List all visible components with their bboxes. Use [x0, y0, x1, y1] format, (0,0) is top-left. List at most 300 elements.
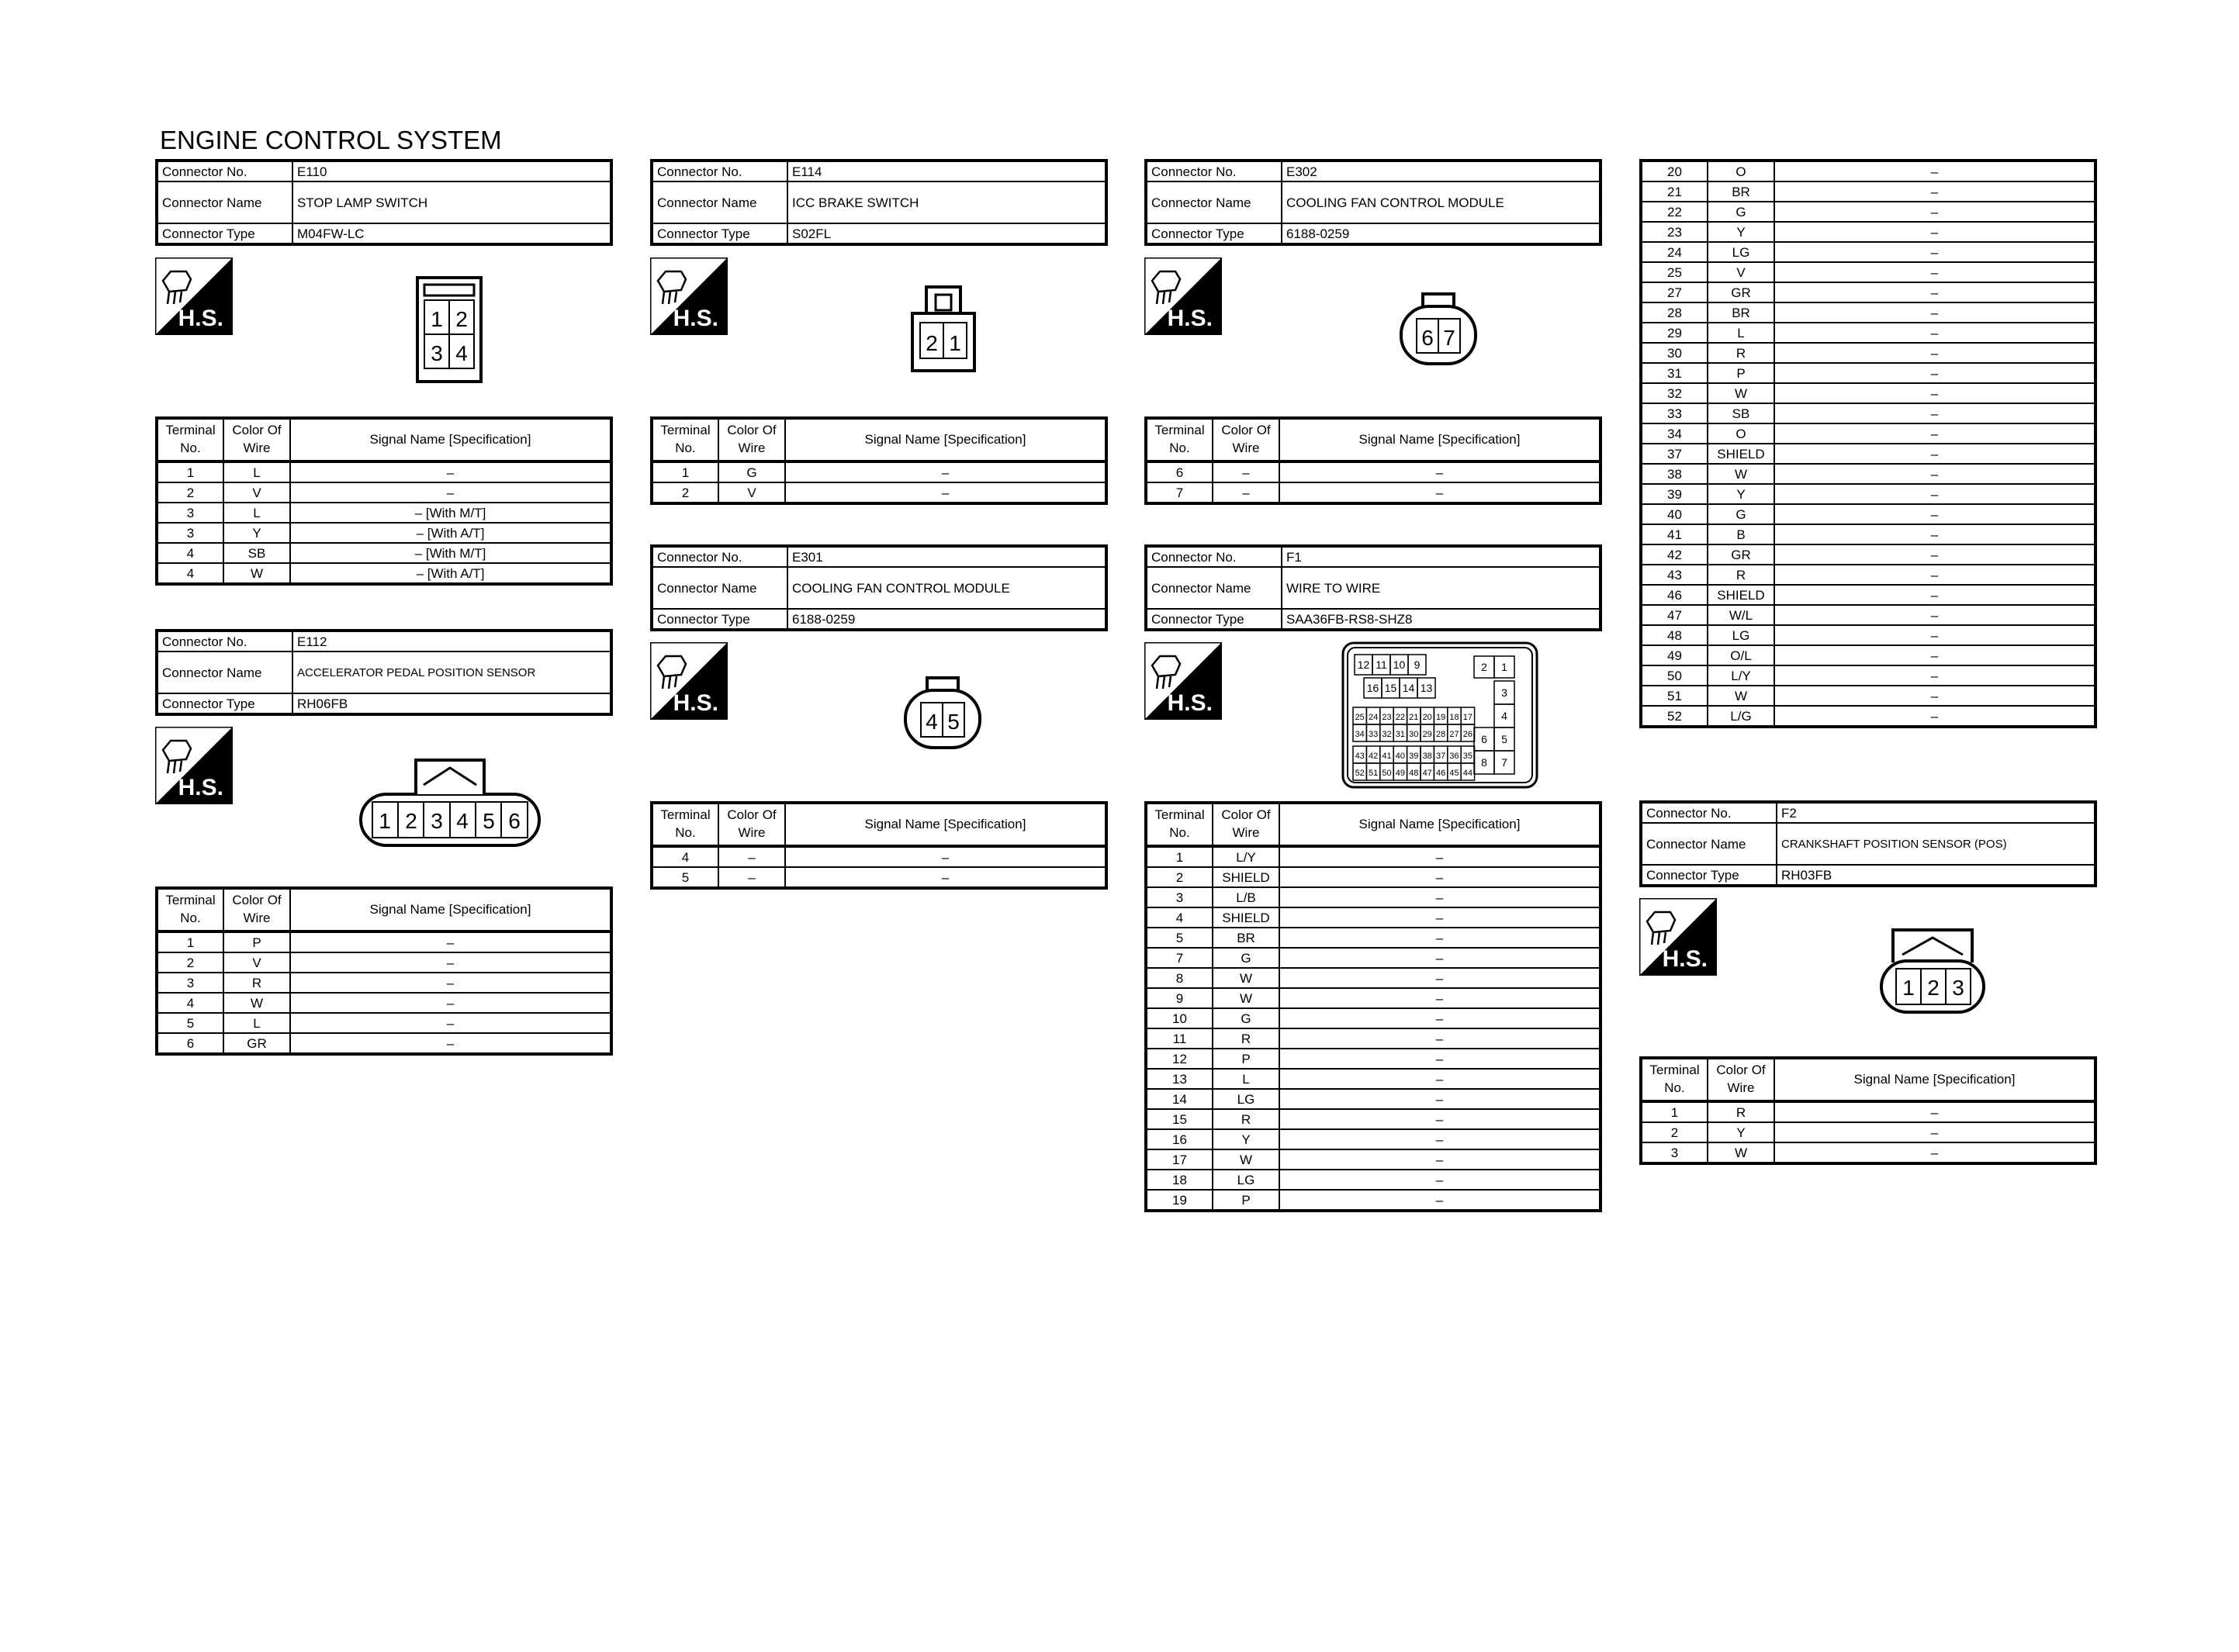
face-pin: 1 [431, 307, 443, 331]
signal-cell: – [290, 952, 611, 973]
harness-side-icon [1144, 642, 1222, 720]
face-pin: 45 [1449, 769, 1459, 778]
face-pin: 21 [1409, 713, 1419, 722]
table-row [1641, 383, 2095, 403]
face-pin: 1 [1501, 661, 1507, 673]
signal-cell: – [1774, 565, 2095, 585]
wire-color-cell: W [1708, 686, 1774, 706]
table-row [652, 846, 1106, 867]
signal-cell: – [With M/T] [290, 503, 611, 523]
face-pin: 46 [1435, 769, 1446, 778]
table-row [1146, 887, 1601, 907]
wire-color-cell: R [223, 973, 290, 993]
col-color-of-wire: Color Of Wire [718, 418, 785, 461]
label-connector-name: Connector Name [1146, 181, 1282, 223]
terminal-cell: 2 [652, 482, 718, 503]
wire-color-cell: SHIELD [1213, 867, 1279, 887]
signal-cell: – [With M/T] [290, 543, 611, 563]
wire-color-cell: LG [1213, 1170, 1279, 1190]
signal-cell: – [1279, 1129, 1601, 1149]
terminal-cell: 43 [1641, 565, 1708, 585]
signal-cell: – [1774, 444, 2095, 464]
signal-cell: – [1279, 988, 1601, 1008]
col-color-of-wire: Color Of Wire [223, 418, 290, 461]
wire-color-cell: SB [1708, 403, 1774, 423]
terminal-cell: 24 [1641, 242, 1708, 262]
col-color-of-wire: Color Of Wire [1708, 1058, 1774, 1101]
wire-color-cell: V [223, 482, 290, 503]
signal-cell: – [290, 461, 611, 482]
face-pin: 34 [1355, 730, 1365, 739]
signal-cell: – [1774, 706, 2095, 727]
col-terminal-no: Terminal No. [1146, 803, 1213, 846]
table-row [1146, 461, 1601, 482]
table-row [157, 931, 611, 952]
hs-badge-text: H.S. [1167, 690, 1213, 716]
connector-name-value: ACCELERATOR PEDAL POSITION SENSOR [292, 651, 611, 693]
terminal-cell: 31 [1641, 363, 1708, 383]
table-row [1641, 625, 2095, 645]
signal-cell: – [1279, 1170, 1601, 1190]
table-row [1146, 1049, 1601, 1069]
connector-e114-pin-table [650, 416, 1108, 505]
face-pin: 30 [1409, 730, 1419, 739]
signal-cell: – [1774, 161, 2095, 181]
face-pin: 3 [431, 809, 443, 833]
connector-e301-header [650, 544, 1108, 631]
wire-color-cell: SHIELD [1708, 444, 1774, 464]
signal-cell: – [1774, 686, 2095, 706]
terminal-cell: 11 [1146, 1028, 1213, 1049]
wire-color-cell: SHIELD [1213, 907, 1279, 928]
wire-color-cell: GR [1708, 544, 1774, 565]
terminal-cell: 1 [1641, 1101, 1708, 1122]
terminal-cell: 9 [1146, 988, 1213, 1008]
face-pin: 43 [1355, 752, 1365, 761]
connector-name-value: COOLING FAN CONTROL MODULE [787, 567, 1106, 609]
table-row [1146, 482, 1601, 503]
terminal-cell: 33 [1641, 403, 1708, 423]
wire-color-cell: – [718, 846, 785, 867]
table-row [1146, 1008, 1601, 1028]
terminal-cell: 3 [157, 523, 223, 543]
connector-e301-pin-table [650, 801, 1108, 890]
face-pin: 15 [1384, 682, 1397, 694]
terminal-cell: 12 [1146, 1049, 1213, 1069]
signal-cell: – [1774, 222, 2095, 242]
face-pin: 33 [1368, 730, 1379, 739]
signal-cell: – [1774, 504, 2095, 524]
table-row [1641, 1101, 2095, 1122]
col-color-of-wire: Color Of Wire [223, 888, 290, 931]
label-connector-no: Connector No. [652, 546, 787, 567]
connector-no-value: F2 [1777, 802, 2095, 823]
table-row [1146, 928, 1601, 948]
connector-e114-header [650, 159, 1108, 246]
terminal-cell: 39 [1641, 484, 1708, 504]
table-row [1641, 302, 2095, 323]
face-pin: 6 [1481, 733, 1487, 745]
table-row [1146, 1109, 1601, 1129]
signal-cell: – [1774, 1101, 2095, 1122]
terminal-cell: 14 [1146, 1089, 1213, 1109]
terminal-cell: 19 [1146, 1190, 1213, 1211]
wire-color-cell: L [223, 503, 290, 523]
wire-color-cell: L/B [1213, 887, 1279, 907]
signal-cell: – [With A/T] [290, 523, 611, 543]
wire-color-cell: R [1708, 1101, 1774, 1122]
terminal-cell: 2 [157, 952, 223, 973]
table-row [1146, 907, 1601, 928]
hs-badge-text: H.S. [178, 306, 223, 331]
wire-color-cell: SHIELD [1708, 585, 1774, 605]
table-row [1641, 585, 2095, 605]
table-row [157, 503, 611, 523]
face-pin: 24 [1368, 713, 1379, 722]
signal-cell: – [1279, 461, 1601, 482]
face-pin: 19 [1435, 713, 1446, 722]
connector-name-value: ICC BRAKE SWITCH [787, 181, 1106, 223]
face-pin: 1 [949, 331, 961, 355]
wire-color-cell: P [1213, 1190, 1279, 1211]
signal-cell: – [290, 1013, 611, 1033]
face-pin: 47 [1422, 769, 1432, 778]
label-connector-type: Connector Type [157, 693, 292, 714]
terminal-cell: 40 [1641, 504, 1708, 524]
col-color-of-wire: Color Of Wire [1213, 418, 1279, 461]
signal-cell: – [1279, 1049, 1601, 1069]
signal-cell: – [1279, 928, 1601, 948]
face-pin: 11 [1376, 658, 1387, 671]
col-terminal-no: Terminal No. [157, 418, 223, 461]
face-pin: 25 [1355, 713, 1365, 722]
signal-cell: – [1774, 262, 2095, 282]
signal-cell: – [1774, 625, 2095, 645]
face-pin: 20 [1422, 713, 1432, 722]
connector-e110-face [415, 275, 483, 384]
label-connector-name: Connector Name [1146, 567, 1282, 609]
col-terminal-no: Terminal No. [157, 888, 223, 931]
face-pin: 4 [455, 341, 468, 365]
connector-f1-face [1341, 641, 1539, 790]
terminal-cell: 41 [1641, 524, 1708, 544]
signal-cell: – [1279, 1069, 1601, 1089]
terminal-cell: 6 [1146, 461, 1213, 482]
signal-cell: – [785, 846, 1106, 867]
terminal-cell: 10 [1146, 1008, 1213, 1028]
terminal-cell: 47 [1641, 605, 1708, 625]
face-pin: 2 [405, 809, 417, 833]
wire-color-cell: R [1708, 343, 1774, 363]
wire-color-cell: W [223, 993, 290, 1013]
face-pin: 51 [1368, 769, 1379, 778]
terminal-cell: 37 [1641, 444, 1708, 464]
connector-type-value: RH06FB [292, 693, 611, 714]
wire-color-cell: GR [1708, 282, 1774, 302]
wire-color-cell: W [1708, 1142, 1774, 1163]
col-signal-name: Signal Name [Specification] [1279, 418, 1601, 461]
terminal-cell: 1 [1146, 846, 1213, 867]
connector-e110-header [155, 159, 613, 246]
terminal-cell: 48 [1641, 625, 1708, 645]
table-row [157, 973, 611, 993]
hs-badge-text: H.S. [1167, 306, 1213, 331]
connector-f2-header [1639, 800, 2097, 887]
table-row [1641, 484, 2095, 504]
wire-color-cell: Y [223, 523, 290, 543]
wire-color-cell: G [1708, 504, 1774, 524]
table-row [1641, 323, 2095, 343]
terminal-cell: 8 [1146, 968, 1213, 988]
face-pin: 42 [1368, 752, 1379, 761]
signal-cell: – [1279, 968, 1601, 988]
face-pin: 32 [1382, 730, 1392, 739]
terminal-cell: 2 [1146, 867, 1213, 887]
face-pin: 50 [1382, 769, 1392, 778]
signal-cell: – [1774, 202, 2095, 222]
table-row [157, 952, 611, 973]
face-pin: 26 [1462, 730, 1473, 739]
connector-no-value: E301 [787, 546, 1106, 567]
signal-cell: – [With A/T] [290, 563, 611, 584]
wire-color-cell: – [1213, 461, 1279, 482]
face-pin: 5 [1501, 733, 1507, 745]
label-connector-type: Connector Type [1641, 865, 1777, 886]
label-connector-no: Connector No. [652, 161, 787, 181]
terminal-cell: 32 [1641, 383, 1708, 403]
harness-side-icon [1144, 257, 1222, 335]
signal-cell: – [1279, 1109, 1601, 1129]
face-pin: 3 [1501, 686, 1507, 699]
terminal-cell: 5 [157, 1013, 223, 1033]
wire-color-cell: Y [1708, 1122, 1774, 1142]
label-connector-name: Connector Name [157, 651, 292, 693]
wire-color-cell: P [1213, 1049, 1279, 1069]
face-pin: 7 [1501, 756, 1507, 769]
wire-color-cell: W [1708, 383, 1774, 403]
wire-color-cell: O [1708, 423, 1774, 444]
harness-side-icon [155, 257, 233, 335]
face-pin: 31 [1395, 730, 1406, 739]
connector-name-value: STOP LAMP SWITCH [292, 181, 611, 223]
table-row [1641, 686, 2095, 706]
terminal-cell: 38 [1641, 464, 1708, 484]
face-pin: 5 [947, 710, 960, 734]
face-pin: 29 [1422, 730, 1432, 739]
terminal-cell: 28 [1641, 302, 1708, 323]
table-row [157, 993, 611, 1013]
signal-cell: – [290, 931, 611, 952]
label-connector-no: Connector No. [157, 161, 292, 181]
face-pin: 6 [508, 809, 521, 833]
connector-type-value: 6188-0259 [1282, 223, 1601, 244]
terminal-cell: 13 [1146, 1069, 1213, 1089]
face-pin: 2 [926, 331, 938, 355]
terminal-cell: 7 [1146, 948, 1213, 968]
wire-color-cell: – [1213, 482, 1279, 503]
signal-cell: – [290, 482, 611, 503]
wire-color-cell: BR [1213, 928, 1279, 948]
signal-cell: – [1279, 887, 1601, 907]
connector-no-value: E114 [787, 161, 1106, 181]
signal-cell: – [1279, 907, 1601, 928]
wire-color-cell: L [1213, 1069, 1279, 1089]
table-row [157, 1013, 611, 1033]
hs-badge-text: H.S. [673, 690, 718, 716]
col-color-of-wire: Color Of Wire [1213, 803, 1279, 846]
terminal-cell: 3 [157, 503, 223, 523]
table-row [1641, 645, 2095, 665]
table-row [157, 482, 611, 503]
terminal-cell: 18 [1146, 1170, 1213, 1190]
signal-cell: – [1774, 242, 2095, 262]
terminal-cell: 51 [1641, 686, 1708, 706]
wire-color-cell: G [1213, 1008, 1279, 1028]
wire-color-cell: SB [223, 543, 290, 563]
face-pin: 2 [455, 307, 468, 331]
table-row [1146, 1149, 1601, 1170]
terminal-cell: 2 [1641, 1122, 1708, 1142]
table-row [157, 543, 611, 563]
label-connector-type: Connector Type [652, 223, 787, 244]
connector-name-value: CRANKSHAFT POSITION SENSOR (POS) [1777, 823, 2095, 865]
wire-color-cell: L [223, 461, 290, 482]
label-connector-no: Connector No. [157, 631, 292, 651]
face-pin: 1 [379, 809, 391, 833]
table-row [652, 482, 1106, 503]
wire-color-cell: LG [1213, 1089, 1279, 1109]
table-row [1641, 706, 2095, 727]
connector-e302-face [1398, 291, 1479, 367]
terminal-cell: 4 [157, 543, 223, 563]
wire-color-cell: B [1708, 524, 1774, 544]
signal-cell: – [1279, 1149, 1601, 1170]
face-pin: 4 [456, 809, 469, 833]
signal-cell: – [1774, 1142, 2095, 1163]
signal-cell: – [1279, 482, 1601, 503]
connector-no-value: F1 [1282, 546, 1601, 567]
table-row [1641, 343, 2095, 363]
terminal-cell: 4 [1146, 907, 1213, 928]
signal-cell: – [1774, 585, 2095, 605]
wire-color-cell: W [1708, 464, 1774, 484]
table-row [1641, 504, 2095, 524]
connector-e114-face [909, 284, 978, 374]
wire-color-cell: P [223, 931, 290, 952]
face-pin: 6 [1421, 326, 1434, 350]
wire-color-cell: V [223, 952, 290, 973]
terminal-cell: 25 [1641, 262, 1708, 282]
table-row [1146, 1069, 1601, 1089]
wire-color-cell: L [223, 1013, 290, 1033]
wire-color-cell: V [718, 482, 785, 503]
wire-color-cell: W/L [1708, 605, 1774, 625]
terminal-cell: 29 [1641, 323, 1708, 343]
signal-cell: – [1279, 846, 1601, 867]
connector-type-value: SAA36FB-RS8-SHZ8 [1282, 609, 1601, 630]
table-row [1641, 262, 2095, 282]
table-row [1641, 565, 2095, 585]
face-pin: 2 [1927, 976, 1940, 1000]
signal-cell: – [1774, 544, 2095, 565]
terminal-cell: 7 [1146, 482, 1213, 503]
page-title: ENGINE CONTROL SYSTEM [160, 126, 502, 154]
terminal-cell: 5 [1146, 928, 1213, 948]
table-row [1641, 181, 2095, 202]
face-pin: 5 [483, 809, 495, 833]
table-row [1641, 242, 2095, 262]
wire-color-cell: Y [1213, 1129, 1279, 1149]
col-terminal-no: Terminal No. [1641, 1058, 1708, 1101]
table-row [1146, 1190, 1601, 1211]
table-row [652, 461, 1106, 482]
terminal-cell: 52 [1641, 706, 1708, 727]
table-row [157, 563, 611, 584]
terminal-cell: 5 [652, 867, 718, 888]
col-terminal-no: Terminal No. [1146, 418, 1213, 461]
table-row [1641, 464, 2095, 484]
face-pin: 22 [1395, 713, 1406, 722]
table-row [157, 1033, 611, 1054]
table-row [1146, 1089, 1601, 1109]
connector-f1-pin-table-b [1639, 159, 2097, 728]
wire-color-cell: V [1708, 262, 1774, 282]
connector-f2-pin-table [1639, 1056, 2097, 1165]
connector-e301-face [902, 675, 983, 751]
face-pin: 1 [1902, 976, 1915, 1000]
terminal-cell: 16 [1146, 1129, 1213, 1149]
col-signal-name: Signal Name [Specification] [290, 888, 611, 931]
terminal-cell: 23 [1641, 222, 1708, 242]
connector-no-value: E302 [1282, 161, 1601, 181]
table-row [1146, 846, 1601, 867]
signal-cell: – [1279, 1028, 1601, 1049]
connector-no-value: E112 [292, 631, 611, 651]
label-connector-no: Connector No. [1146, 546, 1282, 567]
label-connector-no: Connector No. [1641, 802, 1777, 823]
label-connector-type: Connector Type [652, 609, 787, 630]
terminal-cell: 49 [1641, 645, 1708, 665]
terminal-cell: 3 [1641, 1142, 1708, 1163]
terminal-cell: 4 [157, 563, 223, 584]
signal-cell: – [290, 993, 611, 1013]
signal-cell: – [785, 867, 1106, 888]
terminal-cell: 3 [1146, 887, 1213, 907]
signal-cell: – [290, 1033, 611, 1054]
signal-cell: – [1774, 464, 2095, 484]
signal-cell: – [1774, 383, 2095, 403]
signal-cell: – [785, 461, 1106, 482]
table-row [1641, 1142, 2095, 1163]
face-pin: 8 [1481, 756, 1487, 769]
wire-color-cell: W [1213, 968, 1279, 988]
face-pin: 13 [1420, 682, 1433, 694]
terminal-cell: 27 [1641, 282, 1708, 302]
signal-cell: – [1279, 867, 1601, 887]
face-pin: 39 [1409, 752, 1419, 761]
connector-e112-header [155, 629, 613, 716]
table-row [1146, 948, 1601, 968]
wire-color-cell: W [1213, 988, 1279, 1008]
label-connector-name: Connector Name [652, 181, 787, 223]
face-pin: 4 [926, 710, 938, 734]
col-signal-name: Signal Name [Specification] [1279, 803, 1601, 846]
col-terminal-no: Terminal No. [652, 418, 718, 461]
face-pin: 27 [1449, 730, 1459, 739]
wire-color-cell: L [1708, 323, 1774, 343]
connector-e112-pin-table [155, 886, 613, 1056]
face-pin: 16 [1366, 682, 1379, 694]
